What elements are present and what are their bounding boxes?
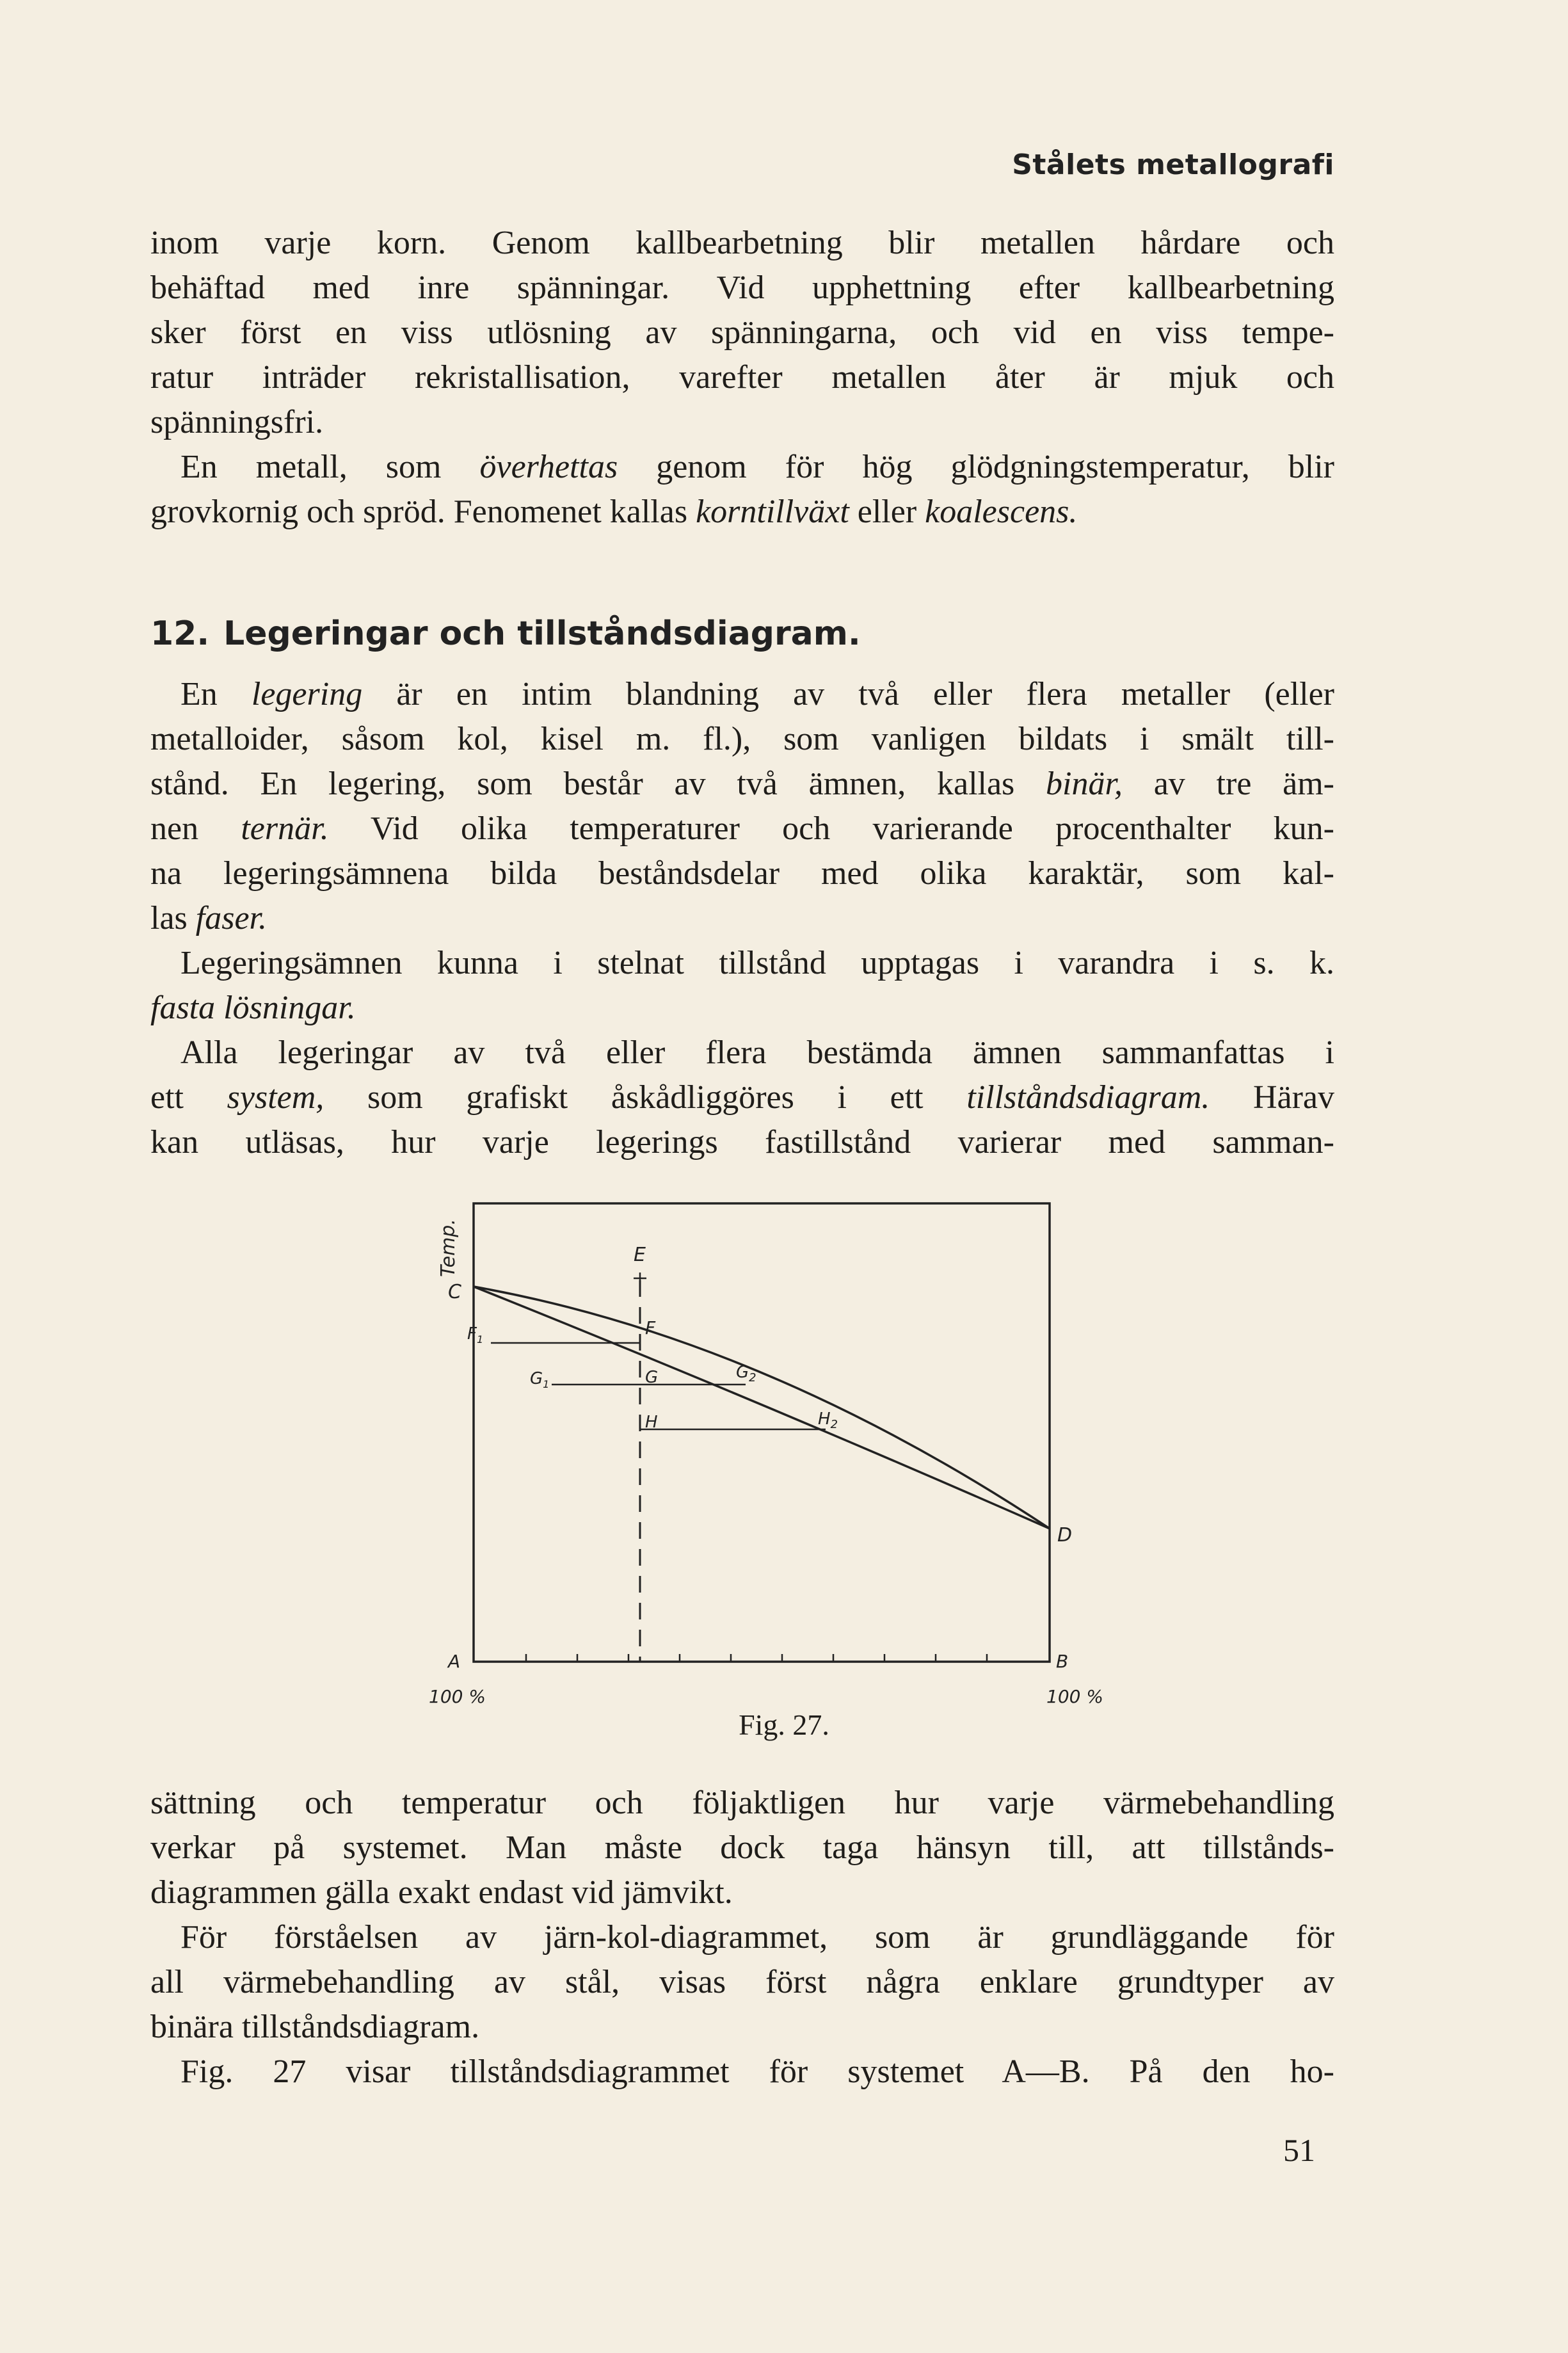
text-line: sättning och temperatur och följaktligen hur varje värmebehandling bbox=[150, 1785, 1334, 1821]
text-line bbox=[150, 490, 1334, 534]
point-label-f: F bbox=[645, 1317, 656, 1338]
paragraph-3 bbox=[150, 672, 1334, 941]
text-line: all värmebehandling av stål, visas först några enklare grundtyper av bbox=[150, 1964, 1334, 2000]
text-line bbox=[150, 672, 1334, 717]
section-title: Legeringar och tillståndsdiagram. bbox=[223, 614, 861, 653]
text-line bbox=[150, 445, 1334, 490]
text-run: Vid olika temperaturer och varierande procenthalter kun- bbox=[328, 810, 1334, 847]
liquidus-curve bbox=[474, 1287, 1050, 1529]
text-run: är en intim blandning av två eller flera metaller (eller bbox=[362, 676, 1335, 712]
emphasis: överhettas bbox=[479, 449, 618, 485]
emphasis: fasta lösningar. bbox=[150, 990, 356, 1026]
text-line: behäftad med inre spänningar. Vid upphettning efter kallbearbetning bbox=[150, 269, 1334, 306]
x-right-label: 100 % bbox=[1046, 1686, 1103, 1707]
text-run: En metall, som bbox=[180, 449, 480, 485]
point-label-f1 bbox=[467, 1324, 483, 1345]
text-run: stånd. En legering, som består av två ämnen, kallas bbox=[150, 766, 1046, 802]
text-run: nen bbox=[150, 810, 241, 847]
point-letter: G bbox=[530, 1369, 543, 1388]
point-label-b: B bbox=[1056, 1651, 1069, 1672]
point-label-g: G bbox=[645, 1368, 659, 1387]
text-line bbox=[150, 762, 1334, 807]
text-line: verkar på systemet. Man måste dock taga hänsyn till, att tillstånds- bbox=[150, 1829, 1334, 1866]
text-line: inom varje korn. Genom kallbearbetning blir metallen hårdare och bbox=[150, 225, 1334, 261]
point-label-c: C bbox=[448, 1281, 461, 1303]
x-axis-ticks bbox=[526, 1654, 987, 1662]
paragraph-8 bbox=[150, 2050, 1334, 2094]
paragraph-5 bbox=[150, 1031, 1334, 1165]
text-line: na legeringsämnena bilda beståndsdelar med olika karaktär, som kal- bbox=[150, 855, 1334, 892]
paragraph-4 bbox=[150, 941, 1334, 1031]
point-label-g1 bbox=[530, 1369, 549, 1390]
figure-27 bbox=[403, 1191, 1103, 1715]
point-label-h: H bbox=[645, 1413, 658, 1432]
text-run: eller bbox=[849, 494, 925, 530]
y-axis-label: Temp. bbox=[437, 1219, 460, 1277]
emphasis: ternär. bbox=[241, 810, 329, 847]
section-heading bbox=[150, 614, 861, 653]
text-line: Alla legeringar av två eller flera bestämda ämnen sammanfattas i bbox=[180, 1034, 1334, 1071]
emphasis: binär, bbox=[1046, 766, 1123, 802]
paragraph-7 bbox=[150, 1915, 1334, 2050]
text-block-middle bbox=[150, 672, 1334, 1165]
text-line: Fig. 27 visar tillståndsdiagrammet för systemet A—B. På den ho- bbox=[180, 2053, 1334, 2090]
text-line: Legeringsämnen kunna i stelnat tillstånd upptagas i varandra i s. k. bbox=[180, 945, 1334, 981]
emphasis: koalescens. bbox=[925, 494, 1078, 530]
text-line: ratur inträder rekristallisation, varefter metallen åter är mjuk och bbox=[150, 359, 1334, 396]
phase-diagram bbox=[403, 1191, 1103, 1715]
text-run: som grafiskt åskådliggöres i ett bbox=[324, 1079, 967, 1116]
text-run: las bbox=[150, 900, 196, 936]
emphasis: tillståndsdiagram. bbox=[966, 1079, 1210, 1116]
text-block-top bbox=[150, 221, 1334, 534]
emphasis: korntillväxt bbox=[696, 494, 849, 530]
paragraph-2 bbox=[150, 445, 1334, 534]
text-line: diagrammen gälla exakt endast vid jämvikt. bbox=[150, 1874, 733, 1911]
text-run: Härav bbox=[1210, 1079, 1334, 1116]
text-run: ett bbox=[150, 1079, 227, 1116]
emphasis: faser. bbox=[195, 900, 268, 936]
point-label-e: E bbox=[634, 1244, 646, 1266]
text-line: För förståelsen av järn-kol-diagrammet, som är grundläggande för bbox=[180, 1919, 1334, 1955]
point-label-d: D bbox=[1057, 1524, 1073, 1546]
point-letter: G bbox=[736, 1363, 749, 1382]
diagram-frame bbox=[474, 1203, 1050, 1662]
paragraph-1 bbox=[150, 221, 1334, 445]
text-run: En bbox=[180, 676, 252, 712]
point-label-a: A bbox=[448, 1651, 461, 1672]
emphasis: system, bbox=[227, 1079, 324, 1116]
subscript: 2 bbox=[749, 1371, 756, 1385]
text-run: grovkornig och spröd. Fenomenet kallas bbox=[150, 494, 696, 530]
point-label-g2 bbox=[736, 1363, 756, 1385]
subscript: 2 bbox=[830, 1418, 838, 1431]
point-letter: F bbox=[467, 1324, 477, 1344]
text-block-bottom bbox=[150, 1781, 1334, 2094]
solidus-curve bbox=[474, 1287, 1050, 1529]
point-letter: H bbox=[818, 1409, 831, 1429]
text-line bbox=[150, 986, 1334, 1031]
text-line: metalloider, såsom kol, kisel m. fl.), som vanligen bildats i smält till- bbox=[150, 721, 1334, 757]
text-line bbox=[150, 896, 1334, 941]
subscript: 1 bbox=[476, 1333, 484, 1345]
figure-caption: Fig. 27. bbox=[739, 1708, 829, 1741]
text-run: genom för hög glödgningstemperatur, blir bbox=[618, 449, 1334, 485]
text-line: spänningsfri. bbox=[150, 404, 324, 440]
text-line bbox=[150, 1075, 1334, 1120]
text-line bbox=[150, 807, 1334, 851]
text-line: binära tillståndsdiagram. bbox=[150, 2009, 480, 2045]
text-run: av tre äm- bbox=[1122, 766, 1334, 802]
page-number: 51 bbox=[1283, 2132, 1315, 2168]
x-left-label: 100 % bbox=[429, 1686, 486, 1707]
subscript: 1 bbox=[543, 1378, 550, 1390]
paragraph-6 bbox=[150, 1781, 1334, 1915]
text-line: kan utläsas, hur varje legerings fastillstånd varierar med samman- bbox=[150, 1124, 1334, 1160]
section-number: 12. bbox=[150, 614, 210, 653]
point-label-h2 bbox=[818, 1409, 838, 1431]
emphasis: legering bbox=[251, 676, 363, 712]
text-line: sker först en viss utlösning av spänningarna, och vid en viss tempe- bbox=[150, 314, 1334, 351]
running-head: Stålets metallografi bbox=[1012, 149, 1334, 181]
